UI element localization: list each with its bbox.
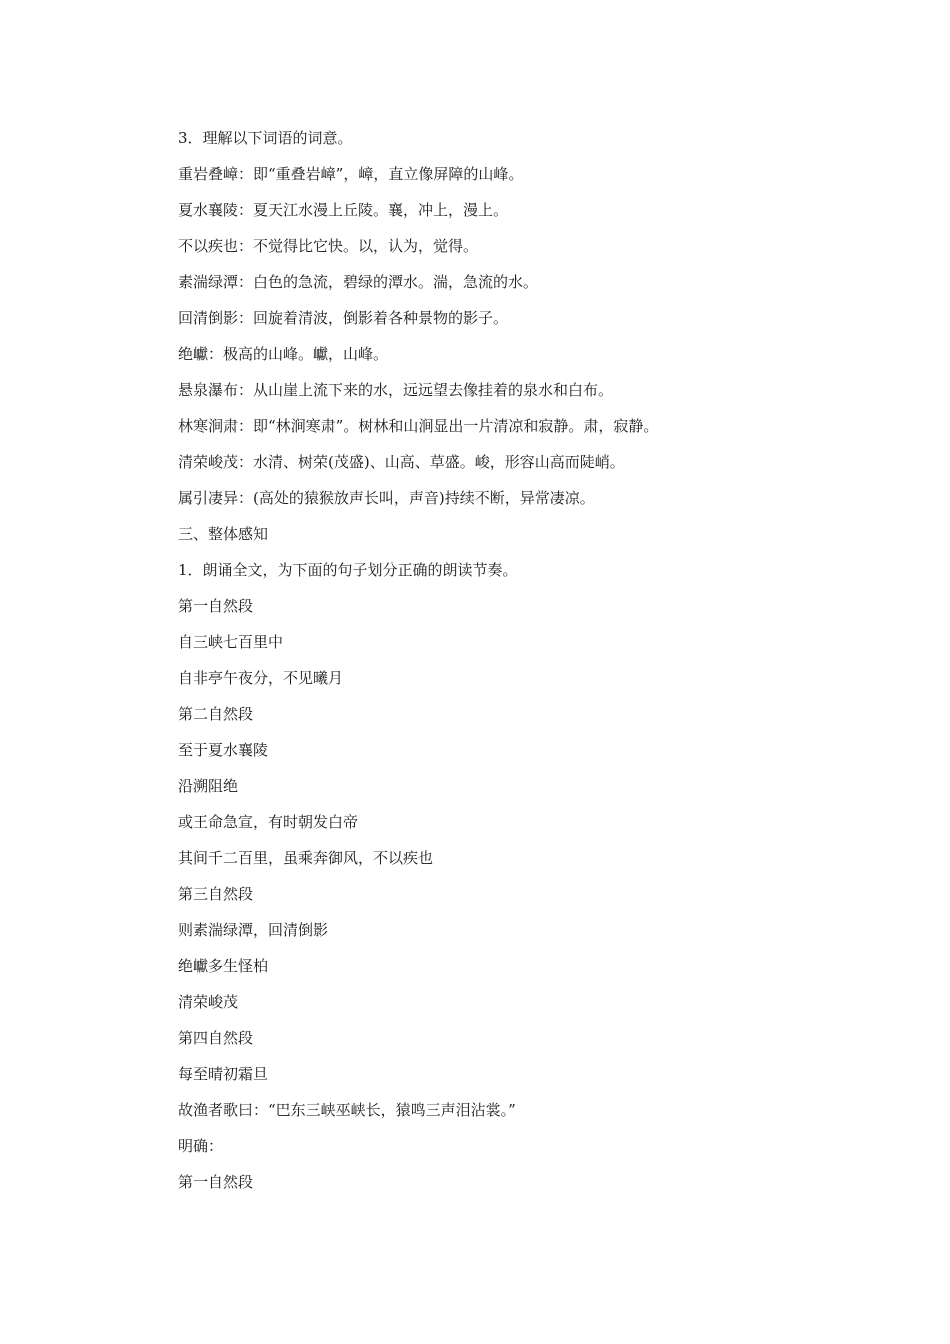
vocab-definition: 回清倒影：回旋着清波，倒影着各种景物的影子。 <box>178 309 509 327</box>
text-line: 沿溯阻绝 <box>178 777 239 795</box>
paragraph-label: 第一自然段 <box>178 597 254 615</box>
paragraph-label: 第四自然段 <box>178 1029 254 1047</box>
vocab-definition: 清荣峻茂：水清、树荣(茂盛)、山高、草盛。峻，形容山高而陡峭。 <box>178 453 625 471</box>
vocab-definition: 夏水襄陵：夏天江水漫上丘陵。襄，冲上，漫上。 <box>178 201 509 219</box>
vocab-definition: 素湍绿潭：白色的急流，碧绿的潭水。湍，急流的水。 <box>178 273 539 291</box>
question-heading: 1．朗诵全文，为下面的句子划分正确的朗读节奏。 <box>178 561 518 579</box>
text-line: 至于夏水襄陵 <box>178 741 269 759</box>
text-line: 故渔者歌曰：“巴东三峡巫峡长，猿鸣三声泪沾裳。” <box>178 1101 516 1119</box>
text-line: 则素湍绿潭，回清倒影 <box>178 921 329 939</box>
paragraph-label: 第一自然段 <box>178 1173 254 1191</box>
document-body <box>178 125 878 1205</box>
vocab-definition: 重岩叠嶂：即“重叠岩嶂”，嶂，直立像屏障的山峰。 <box>178 165 524 183</box>
vocab-definition: 属引凄异：(高处的猿猴放声长叫，声音)持续不断，异常凄凉。 <box>178 489 595 507</box>
answer-label: 明确： <box>178 1137 224 1155</box>
vocab-definition: 悬泉瀑布：从山崖上流下来的水，远远望去像挂着的泉水和白布。 <box>178 381 614 399</box>
vocab-definition: 不以疾也：不觉得比它快。以，认为，觉得。 <box>178 237 479 255</box>
vocab-definition: 绝巘：极高的山峰。巘，山峰。 <box>178 345 389 363</box>
section-heading: 三、整体感知 <box>178 525 269 543</box>
text-line: 清荣峻茂 <box>178 993 239 1011</box>
text-line: 每至晴初霜旦 <box>178 1065 269 1083</box>
text-line: 或王命急宣，有时朝发白帝 <box>178 813 359 831</box>
text-line: 其间千二百里，虽乘奔御风，不以疾也 <box>178 849 434 867</box>
text-line: 自三峡七百里中 <box>178 633 284 651</box>
text-line: 绝巘多生怪柏 <box>178 957 269 975</box>
question-heading: 3．理解以下词语的词意。 <box>178 129 353 147</box>
vocab-definition: 林寒涧肃：即“林涧寒肃”。树林和山涧显出一片清凉和寂静。肃，寂静。 <box>178 417 659 435</box>
text-line: 自非亭午夜分，不见曦月 <box>178 669 344 687</box>
paragraph-label: 第三自然段 <box>178 885 254 903</box>
paragraph-label: 第二自然段 <box>178 705 254 723</box>
